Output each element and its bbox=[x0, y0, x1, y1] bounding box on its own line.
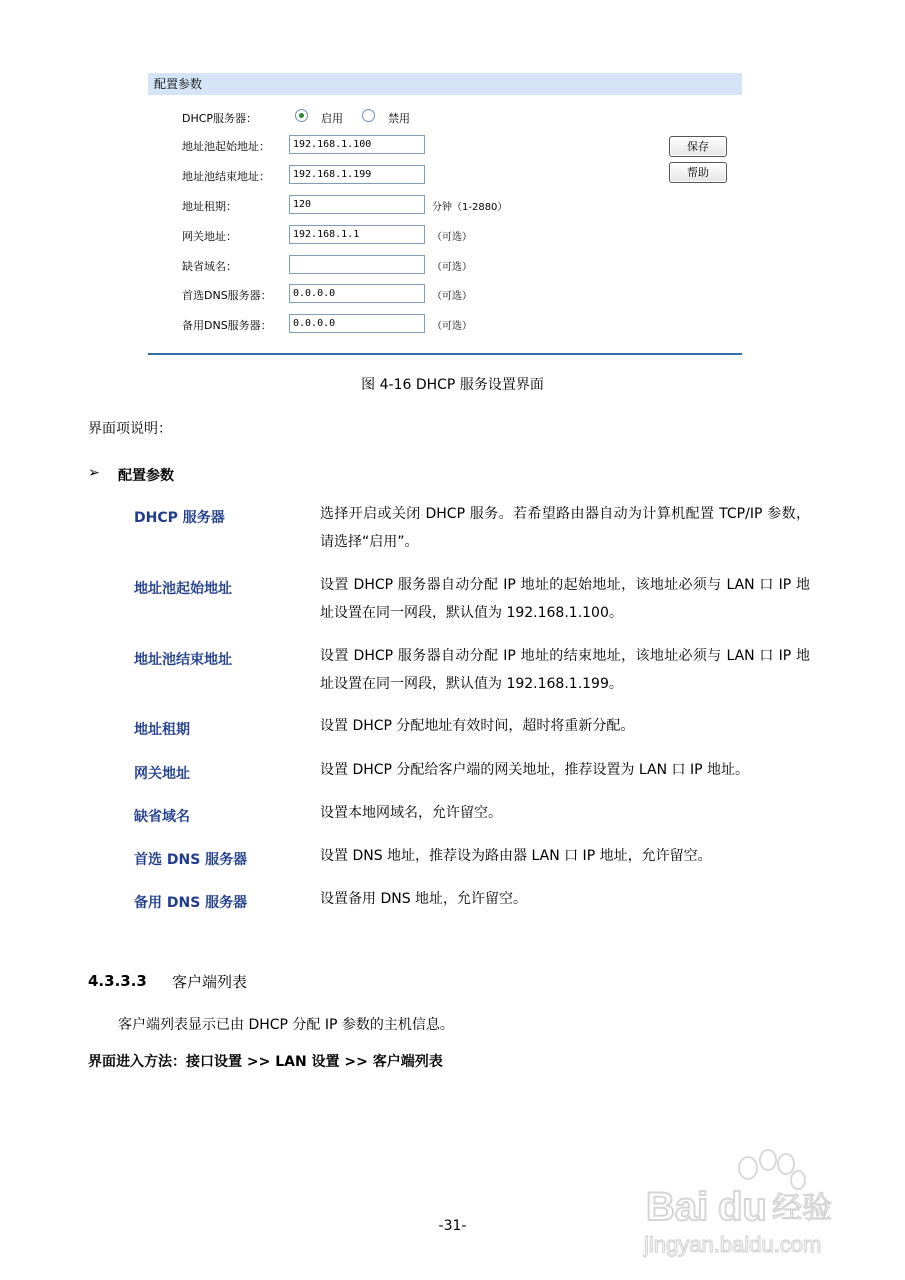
panel-title: 配置参数 bbox=[154, 77, 203, 91]
desc-secondary-dns: 设置备用 DNS 地址，允许留空。 bbox=[320, 891, 528, 907]
desc-lease-time: 设置 DHCP 分配地址有效时间，超时将重新分配。 bbox=[320, 718, 635, 734]
section-heading-number: 4.3.3.3 bbox=[88, 972, 147, 990]
dhcp-server-row bbox=[182, 107, 742, 127]
page-number: -31- bbox=[438, 1218, 467, 1234]
section-body-text: 客户端列表显示已由 DHCP 分配 IP 参数的主机信息。 bbox=[118, 1017, 454, 1033]
term-pool-start: 地址池起始地址 bbox=[134, 581, 232, 597]
svg-text:经验: 经验 bbox=[772, 1191, 832, 1226]
enable-radio-label[interactable]: 启用 bbox=[321, 112, 343, 125]
gateway-label: 网关地址： bbox=[182, 230, 237, 243]
nav-path-text: 界面进入方法：接口设置 >> LAN 设置 >> 客户端列表 bbox=[88, 1054, 443, 1070]
secondary-dns-row bbox=[182, 314, 742, 334]
desc-pool-end: 设置 DHCP 服务器自动分配 IP 地址的结束地址，该地址必须与 LAN 口 IP 地址设置在同一网段，默认值为 192.168.1.199。 bbox=[320, 648, 810, 692]
lease-time-hint: 分钟（1-2880） bbox=[432, 202, 508, 213]
figure-caption: 图 4-16 DHCP 服务设置界面 bbox=[361, 377, 544, 393]
gateway-hint: （可选） bbox=[432, 232, 472, 243]
pool-start-label: 地址池起始地址： bbox=[182, 140, 270, 153]
term-gateway: 网关地址 bbox=[134, 766, 190, 782]
domain-row bbox=[182, 255, 742, 275]
domain-hint: （可选） bbox=[432, 262, 472, 273]
primary-dns-row bbox=[182, 284, 742, 304]
svg-text:Bai: Bai bbox=[646, 1185, 709, 1229]
pool-end-row bbox=[182, 165, 742, 185]
help-button[interactable]: 帮助 bbox=[669, 162, 727, 183]
save-button[interactable]: 保存 bbox=[669, 136, 727, 157]
secondary-dns-label: 备用DNS服务器： bbox=[182, 319, 272, 332]
desc-domain: 设置本地网域名，允许留空。 bbox=[320, 805, 502, 821]
term-primary-dns: 首选 DNS 服务器 bbox=[134, 852, 248, 868]
term-lease-time: 地址租期 bbox=[134, 722, 190, 738]
gateway-input[interactable]: 192.168.1.1 bbox=[289, 225, 425, 244]
desc-gateway: 设置 DHCP 分配给客户端的网关地址，推荐设置为 LAN 口 IP 地址。 bbox=[320, 762, 749, 778]
desc-primary-dns: 设置 DNS 地址，推荐设为路由器 LAN 口 IP 地址，允许留空。 bbox=[320, 848, 712, 864]
intro-text: 界面项说明： bbox=[88, 421, 172, 437]
desc-dhcp-server: 选择开启或关闭 DHCP 服务。若希望路由器自动为计算机配置 TCP/IP 参数，请选择“启用”。 bbox=[320, 506, 810, 550]
section-bullet-title: 配置参数 bbox=[118, 468, 174, 484]
pool-end-label: 地址池结束地址： bbox=[182, 170, 270, 183]
section-heading-title: 客户端列表 bbox=[172, 973, 248, 991]
bullet-arrow-icon: ➢ bbox=[88, 465, 100, 481]
gateway-row bbox=[182, 225, 742, 245]
lease-time-input[interactable]: 120 bbox=[289, 195, 425, 214]
term-dhcp-server: DHCP 服务器 bbox=[134, 510, 225, 526]
domain-input[interactable] bbox=[289, 255, 425, 274]
primary-dns-label: 首选DNS服务器： bbox=[182, 289, 272, 302]
term-secondary-dns: 备用 DNS 服务器 bbox=[134, 895, 248, 911]
baidu-jingyan-watermark-logo bbox=[640, 1140, 850, 1260]
dhcp-server-label: DHCP服务器： bbox=[182, 112, 258, 125]
panel-header bbox=[148, 73, 742, 95]
svg-text:jingyan.baidu.com: jingyan.baidu.com bbox=[644, 1232, 822, 1257]
primary-dns-input[interactable]: 0.0.0.0 bbox=[289, 284, 425, 303]
secondary-dns-hint: （可选） bbox=[432, 321, 472, 332]
domain-label: 缺省域名： bbox=[182, 260, 237, 273]
radio-selected-dot bbox=[299, 113, 304, 118]
term-pool-end: 地址池结束地址 bbox=[134, 652, 232, 668]
primary-dns-hint: （可选） bbox=[432, 291, 472, 302]
pool-start-row bbox=[182, 135, 742, 155]
config-panel bbox=[148, 73, 742, 357]
panel-bottom-rule bbox=[148, 353, 742, 355]
pool-end-input[interactable]: 192.168.1.199 bbox=[289, 165, 425, 184]
disable-radio-label[interactable]: 禁用 bbox=[388, 112, 410, 125]
disable-radio[interactable] bbox=[362, 109, 375, 122]
enable-radio[interactable] bbox=[295, 109, 308, 122]
term-domain: 缺省域名 bbox=[134, 809, 190, 825]
secondary-dns-input[interactable]: 0.0.0.0 bbox=[289, 314, 425, 333]
desc-pool-start: 设置 DHCP 服务器自动分配 IP 地址的起始地址，该地址必须与 LAN 口 IP 地址设置在同一网段，默认值为 192.168.1.100。 bbox=[320, 577, 810, 621]
pool-start-input[interactable]: 192.168.1.100 bbox=[289, 135, 425, 154]
svg-text:du: du bbox=[718, 1185, 767, 1229]
lease-time-row bbox=[182, 195, 742, 215]
lease-time-label: 地址租期： bbox=[182, 200, 237, 213]
